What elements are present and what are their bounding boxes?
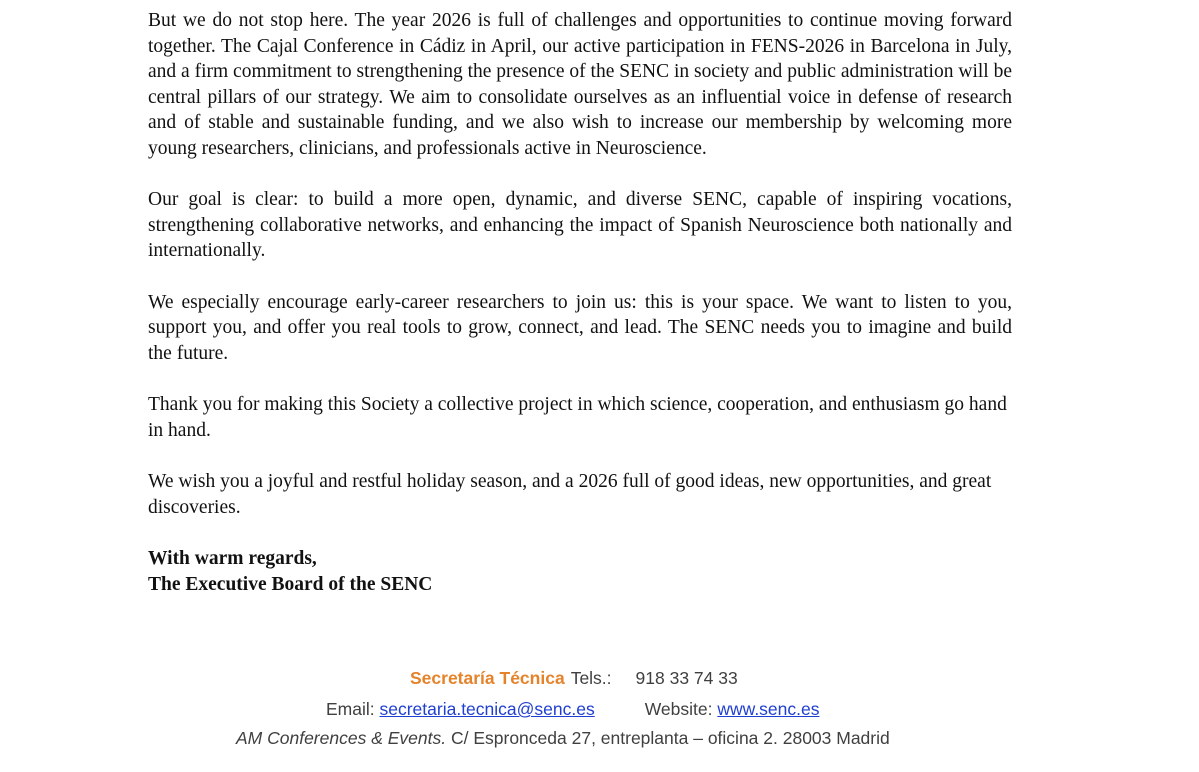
website-label: Website:: [644, 699, 713, 719]
agency-name: AM Conferences & Events.: [236, 728, 447, 748]
email-link[interactable]: secretaria.tecnica@senc.es: [379, 699, 595, 719]
paragraph-holiday-wishes: We wish you a joyful and restful holiday season, and a 2026 full of good ideas, new opportunities, and great discoveries.: [148, 471, 992, 518]
closing-line: With warm regards,: [148, 548, 317, 569]
org-name: Secretaría Técnica: [410, 668, 565, 688]
website-link[interactable]: www.senc.es: [717, 699, 820, 719]
paragraph-thanks: Thank you for making this Society a collective project in which science, cooperation, and enthusiasm go hand in hand.: [148, 394, 1007, 441]
email-label: Email:: [326, 699, 375, 719]
footer-row-secretariat: [410, 668, 738, 689]
footer-row-contact: [326, 699, 820, 720]
postal-address: C/ Espronceda 27, entreplanta – oficina 2. 28003 Madrid: [450, 728, 890, 748]
paragraph-outlook-2026: But we do not stop here. The year 2026 is full of challenges and opportunities to continue moving forward together. The Cajal Conference in Cádiz in April, our active participation in FENS-2026 in Barcelona in July, and a firm commitment to strengthening the presence of the SENC in society and public administration will be central pillars of our strategy. We aim to consolidate ourselves as an influential voice in defense of research and of stable and sustainable funding, and we also wish to increase our membership by welcoming more young researchers, clinicians, and professionals active in Neuroscience.: [148, 10, 1012, 159]
signoff: [148, 546, 1012, 598]
phone-number: 918 33 74 33: [635, 668, 738, 688]
signature-line: The Executive Board of the SENC: [148, 574, 433, 595]
letter-body: [148, 8, 1012, 598]
footer-row-address: [236, 728, 890, 749]
tels-label: Tels.:: [570, 668, 612, 688]
paragraph-early-career: We especially encourage early-career researchers to join us: this is your space. We want to listen to you, support you, and offer you real tools to grow, connect, and lead. The SENC needs you to imagine and build the future.: [148, 291, 1012, 364]
paragraph-goal: Our goal is clear: to build a more open, dynamic, and diverse SENC, capable of inspiring vocations, strengthening collaborative networks, and enhancing the impact of Spanish Neuroscience both nationally and internationally.: [148, 189, 1012, 261]
